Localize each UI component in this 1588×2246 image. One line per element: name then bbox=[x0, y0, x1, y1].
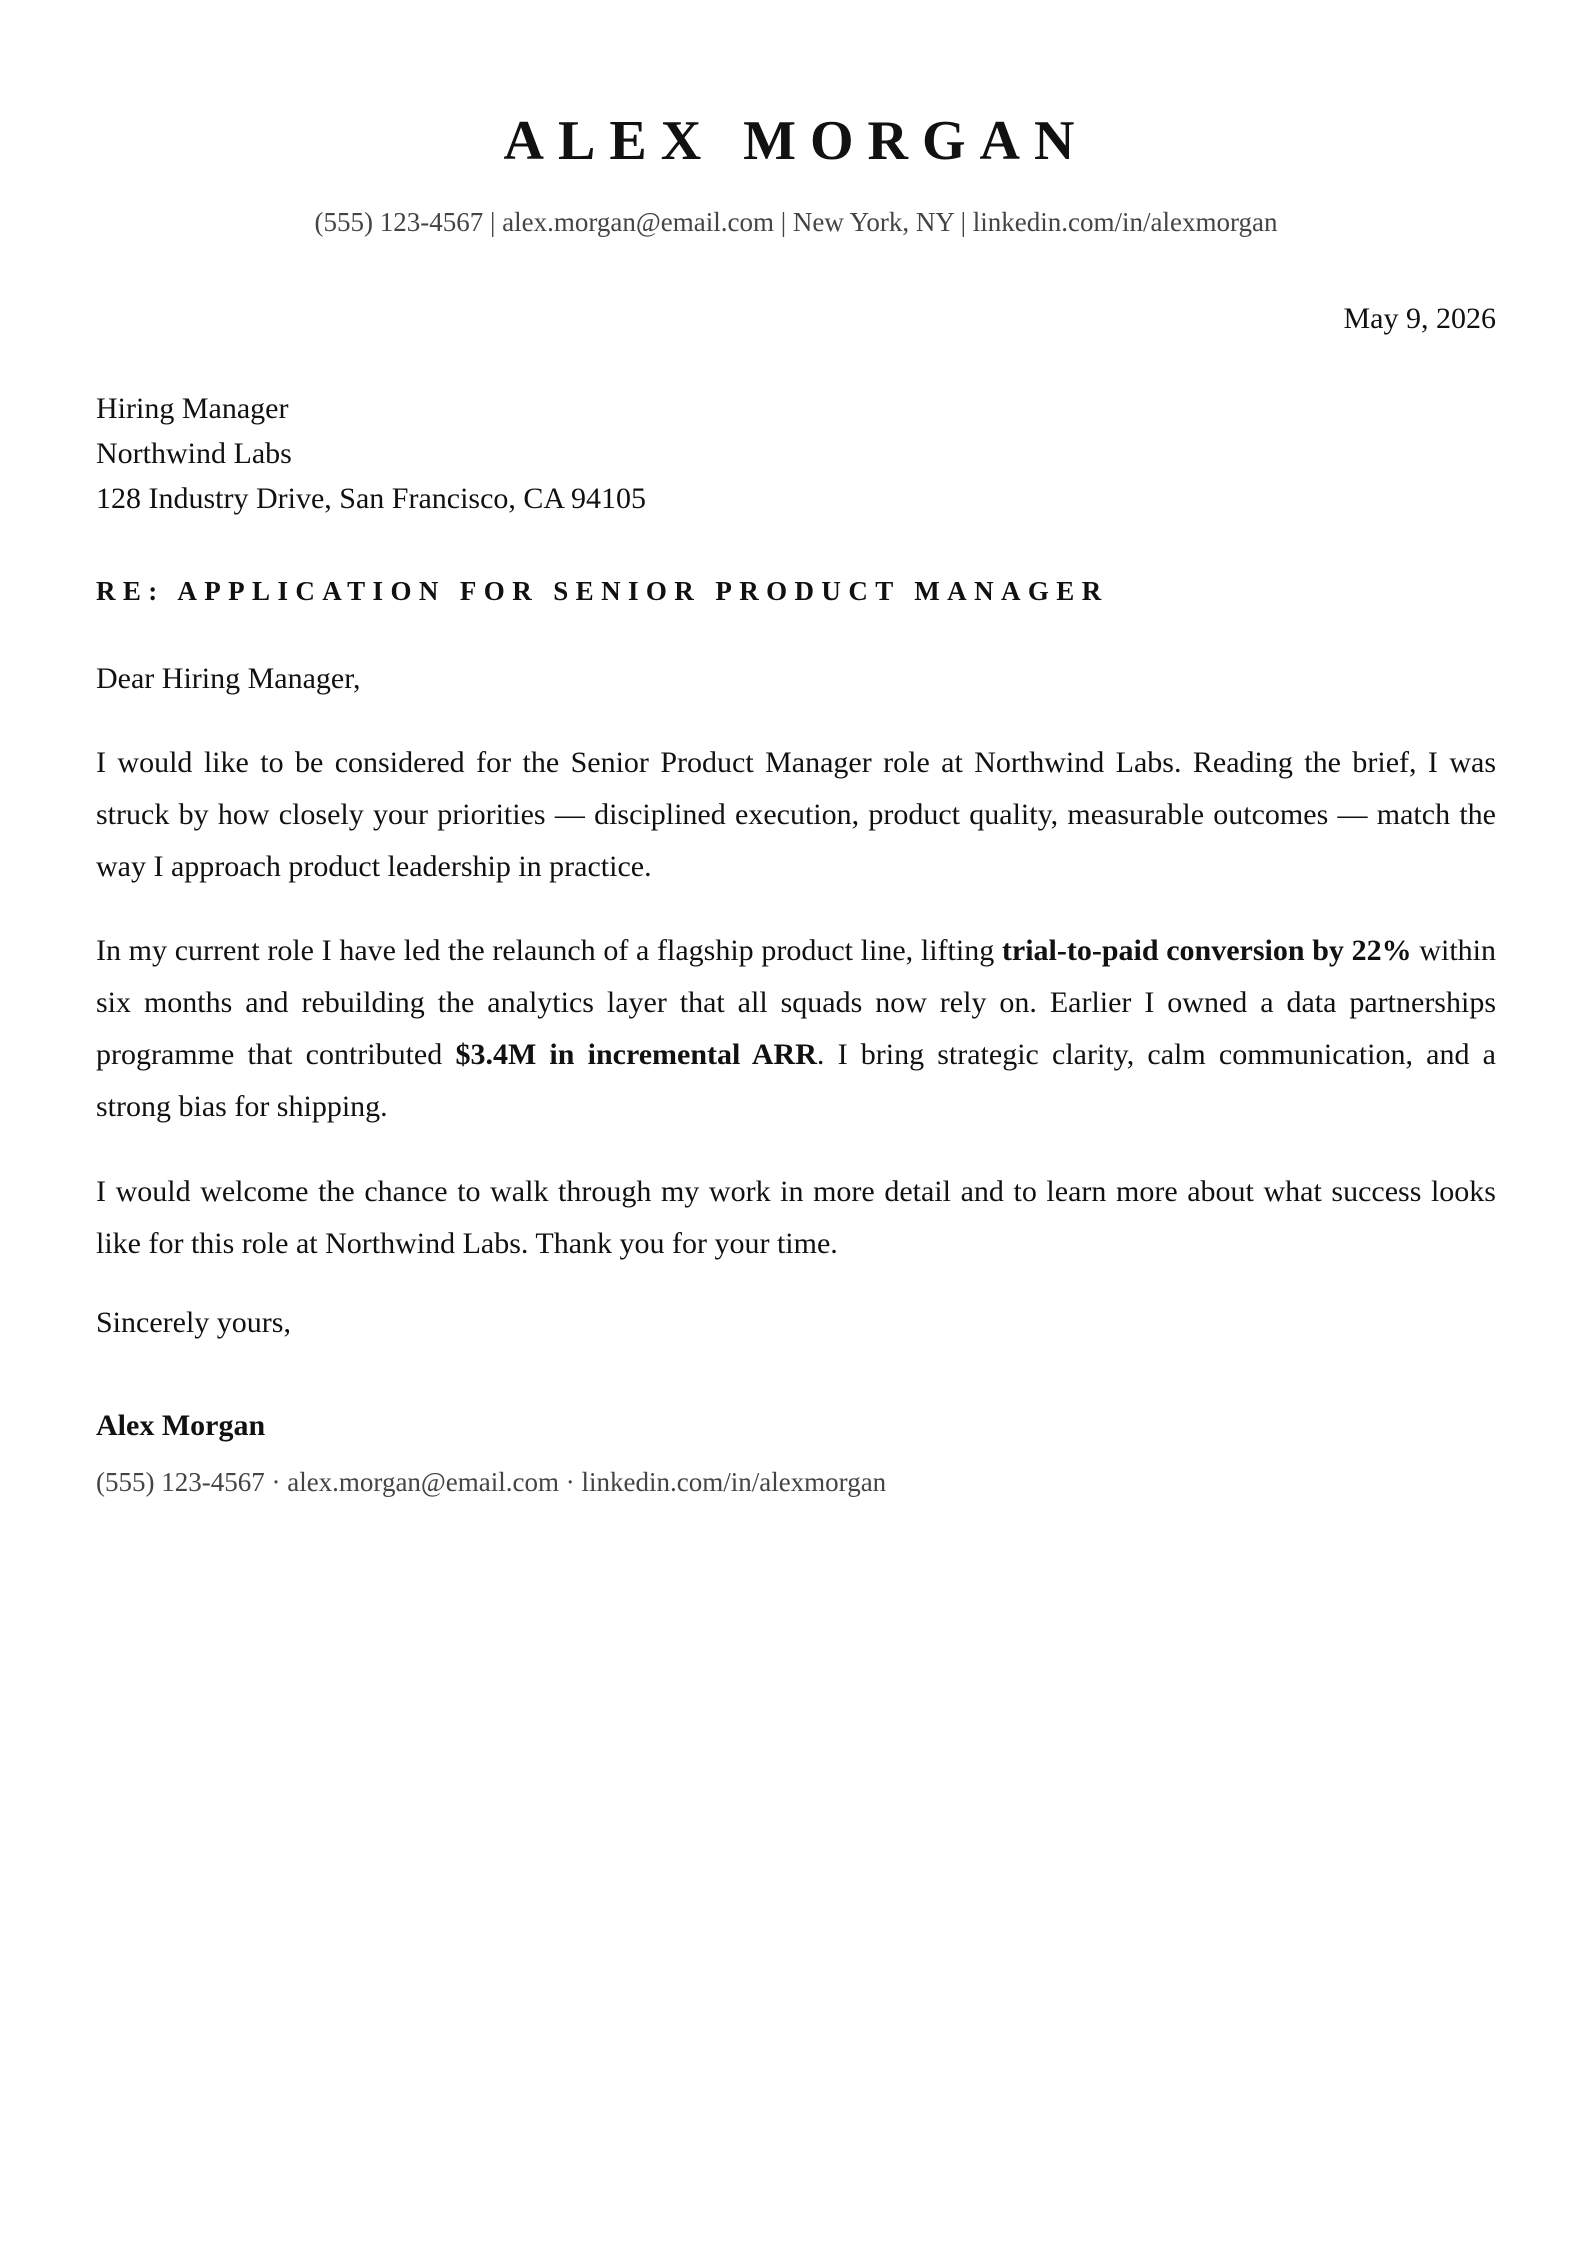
signature-name: Alex Morgan bbox=[96, 1409, 266, 1442]
recipient-company: Northwind Labs bbox=[96, 437, 292, 470]
signature-contact-line: (555) 123-4567 · alex.morgan@email.com · linkedin.com/in/alexmorgan bbox=[96, 1467, 887, 1497]
applicant-name: ALEX MORGAN bbox=[503, 110, 1089, 172]
highlight-arr: $3.4M in incremental ARR bbox=[455, 1038, 817, 1071]
letter-date: May 9, 2026 bbox=[1343, 302, 1496, 335]
header-contact-line: (555) 123-4567 | alex.morgan@email.com | New York, NY | linkedin.com/in/alexmorgan bbox=[314, 207, 1278, 237]
body-paragraph-2 bbox=[96, 925, 1496, 1133]
paragraph-2-text: In my current role I have led the relaunch of a flagship product line, lifting bbox=[96, 934, 1002, 967]
closing: Sincerely yours, bbox=[96, 1306, 291, 1339]
recipient-title: Hiring Manager bbox=[96, 392, 289, 425]
recipient-block bbox=[96, 386, 1496, 521]
paragraph-2-text: . I bring strategic clarity, calm communication, and a strong bias for shipping. bbox=[96, 1038, 1496, 1123]
salutation: Dear Hiring Manager, bbox=[96, 662, 361, 695]
recipient-address: 128 Industry Drive, San Francisco, CA 94105 bbox=[96, 482, 646, 515]
paragraph-2-text: within six months and rebuilding the analytics layer that all squads now rely on. Earlier I owned a data partnerships programme that contributed bbox=[96, 934, 1496, 1071]
body-paragraph-3: I would welcome the chance to walk through my work in more detail and to learn more about what success looks like for this role at Northwind Labs. Thank you for your time. bbox=[96, 1175, 1496, 1260]
body-paragraph-1: I would like to be considered for the Senior Product Manager role at Northwind Labs. Reading the brief, I was struck by how closely your priorities — disciplined execution, product quality, measurable outcomes — match the way I approach product leadership in practice. bbox=[96, 746, 1496, 883]
highlight-conversion: trial-to-paid conversion by 22% bbox=[1001, 934, 1412, 967]
subject-line: RE: APPLICATION FOR SENIOR PRODUCT MANAGER bbox=[96, 576, 1109, 606]
